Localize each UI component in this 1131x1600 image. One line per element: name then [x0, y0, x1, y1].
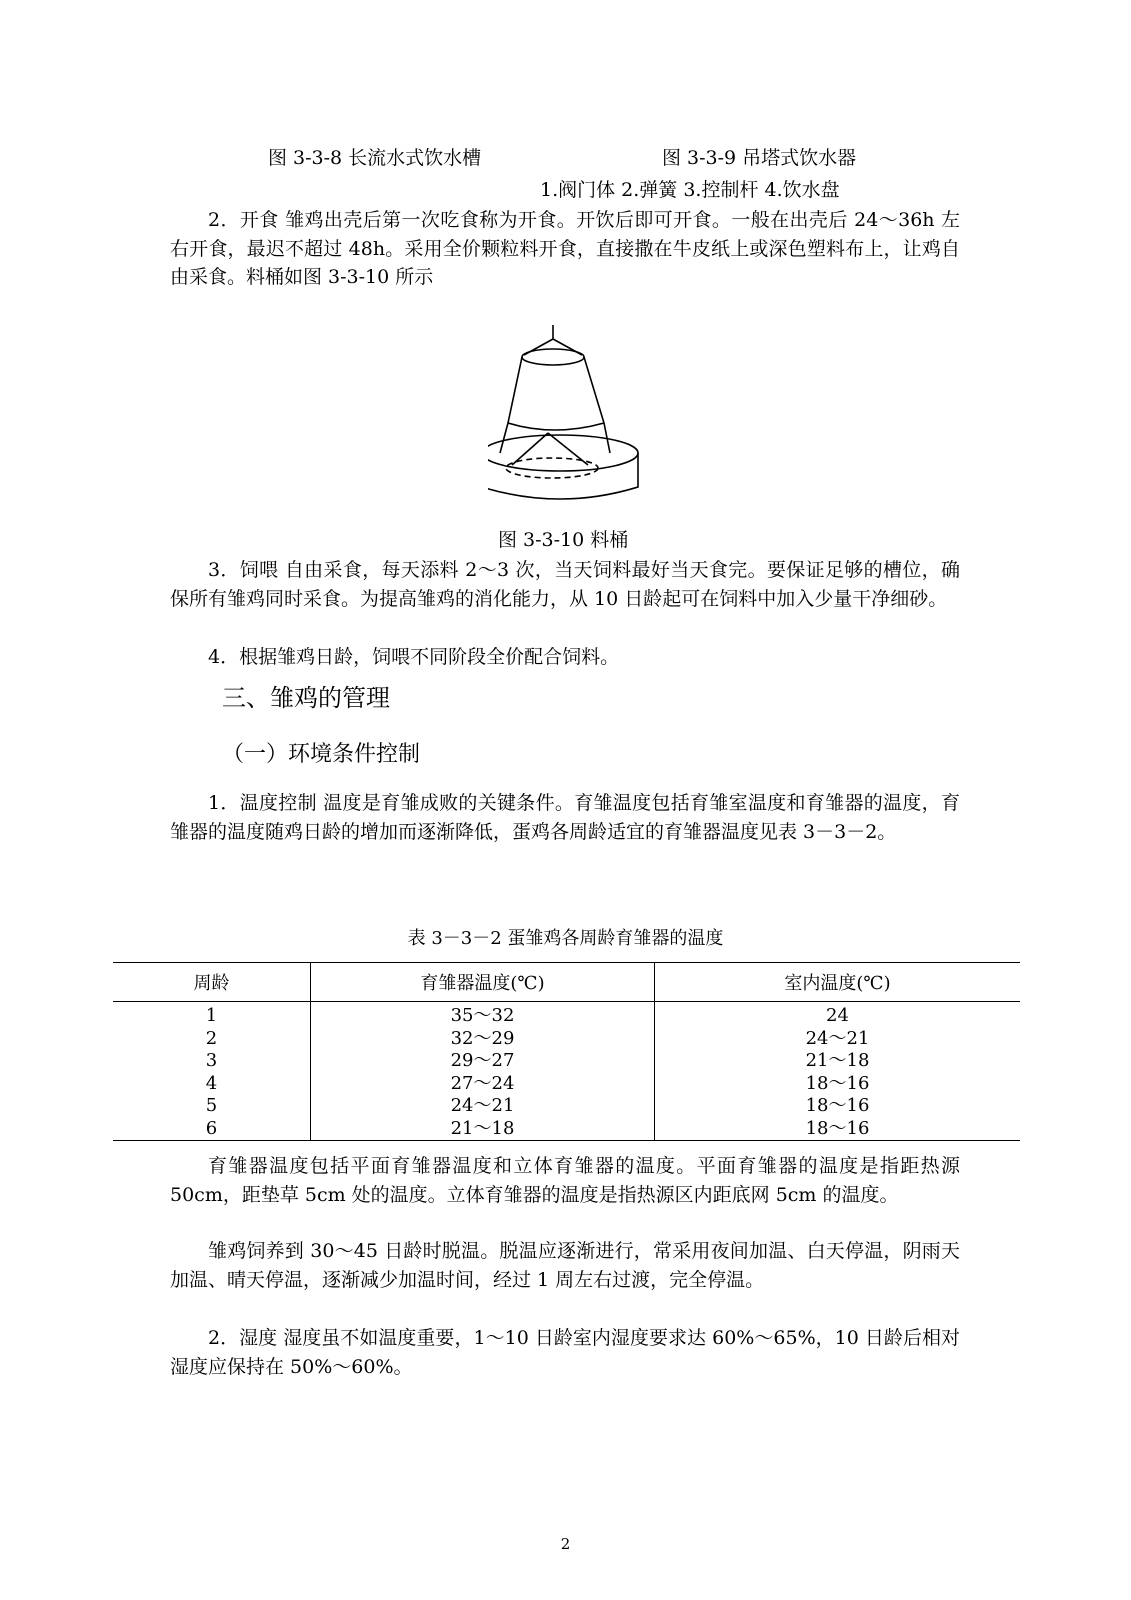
figure-caption-3-3-9: 图 3-3-9 吊塔式饮水器	[662, 147, 857, 169]
cell-room-temp: 18～16	[655, 1073, 1021, 1096]
table-header-row	[113, 963, 1020, 1002]
figure-parts-legend: 1.阀门体 2.弹簧 3.控制杆 4.饮水盘	[540, 179, 840, 201]
paragraph-brooder-temperature: 育雏器温度包括平面育雏器温度和立体育雏器的温度。平面育雏器的温度是指距热源 50cm，距垫草 5cm 处的温度。立体育雏器的温度是指热源区内距底网 5cm 的温度。	[170, 1155, 960, 1206]
cell-week: 3	[205, 1050, 218, 1072]
cell-week: 6	[113, 1118, 311, 1141]
cell-brooder-temp: 29～27	[311, 1050, 655, 1073]
section-heading: 三、雏鸡的管理	[222, 684, 390, 712]
paragraph-feeding: 3．饲喂 自由采食，每天添料 2～3 次，当天饲料最好当天食完。要保证足够的槽位，确保所有雏鸡同时采食。为提高雏鸡的消化能力，从 10 日龄起可在饲料中加入少量干净细砂。	[170, 559, 960, 610]
cell-week: 1	[205, 1005, 218, 1027]
cell-room-temp: 18～16	[655, 1118, 1021, 1141]
cell-room-temp: 24	[655, 1002, 1021, 1028]
paragraph-temperature-control: 1．温度控制 温度是育雏成败的关键条件。育雏温度包括育雏室温度和育雏器的温度，育雏器的温度随鸡日龄的增加而逐渐降低，蛋鸡各周龄适宜的育雏器温度见表 3－3－2。	[170, 792, 960, 843]
cell-room-temp: 24～21	[655, 1028, 1021, 1051]
cell-week: 2	[205, 1027, 218, 1049]
paragraph-feeding-start: 2．开食 雏鸡出壳后第一次吃食称为开食。开饮后即可开食。一般在出壳后 24～36h 左右开食，最迟不超过 48h。采用全价颗粒料开食，直接撒在牛皮纸上或深色塑料布上，让鸡自由采食。料桶如图 3-3-10 所示	[170, 209, 960, 288]
table-row	[113, 1073, 1020, 1096]
cell-week: 5	[205, 1095, 218, 1117]
table-row	[113, 1028, 1020, 1051]
cell-brooder-temp: 35～32	[311, 1002, 655, 1028]
cell-room-temp: 18～16	[655, 1095, 1021, 1118]
cell-brooder-temp: 21～18	[311, 1118, 655, 1141]
paragraph-feed-by-age: 4．根据雏鸡日龄，饲喂不同阶段全价配合饲料。	[208, 646, 620, 668]
cell-brooder-temp: 27～24	[311, 1073, 655, 1096]
figure-caption-3-3-10: 图 3-3-10 料桶	[498, 529, 629, 551]
header-room-temp: 室内温度(℃)	[655, 963, 1021, 1002]
table-row	[113, 1095, 1020, 1118]
header-brooder-temp: 育雏器温度(℃)	[311, 963, 655, 1002]
page-number: 2	[560, 1535, 571, 1553]
feeder-bucket-figure	[488, 325, 658, 525]
header-week-age: 周龄	[113, 963, 311, 1002]
figure-caption-3-3-8: 图 3-3-8 长流水式饮水槽	[268, 147, 482, 169]
temperature-table	[113, 962, 1020, 1141]
table-caption: 表 3－3－2 蛋雏鸡各周龄育雏器的温度	[407, 928, 724, 949]
table-row	[113, 1002, 1020, 1028]
paragraph-humidity: 2．湿度 湿度虽不如温度重要，1～10 日龄室内湿度要求达 60%～65%，10 日龄后相对湿度应保持在 50%～60%。	[170, 1327, 960, 1378]
cell-room-temp: 21～18	[655, 1050, 1021, 1073]
paragraph-weaning-heat: 雏鸡饲养到 30～45 日龄时脱温。脱温应逐渐进行，常采用夜间加温、白天停温，阴雨天加温、晴天停温，逐渐减少加温时间，经过 1 周左右过渡，完全停温。	[170, 1240, 960, 1291]
subsection-heading: （一）环境条件控制	[222, 742, 421, 767]
cell-brooder-temp: 24～21	[311, 1095, 655, 1118]
cell-brooder-temp: 32～29	[311, 1028, 655, 1051]
table-row	[113, 1118, 1020, 1141]
table-row	[113, 1050, 1020, 1073]
cell-week: 4	[205, 1072, 218, 1094]
